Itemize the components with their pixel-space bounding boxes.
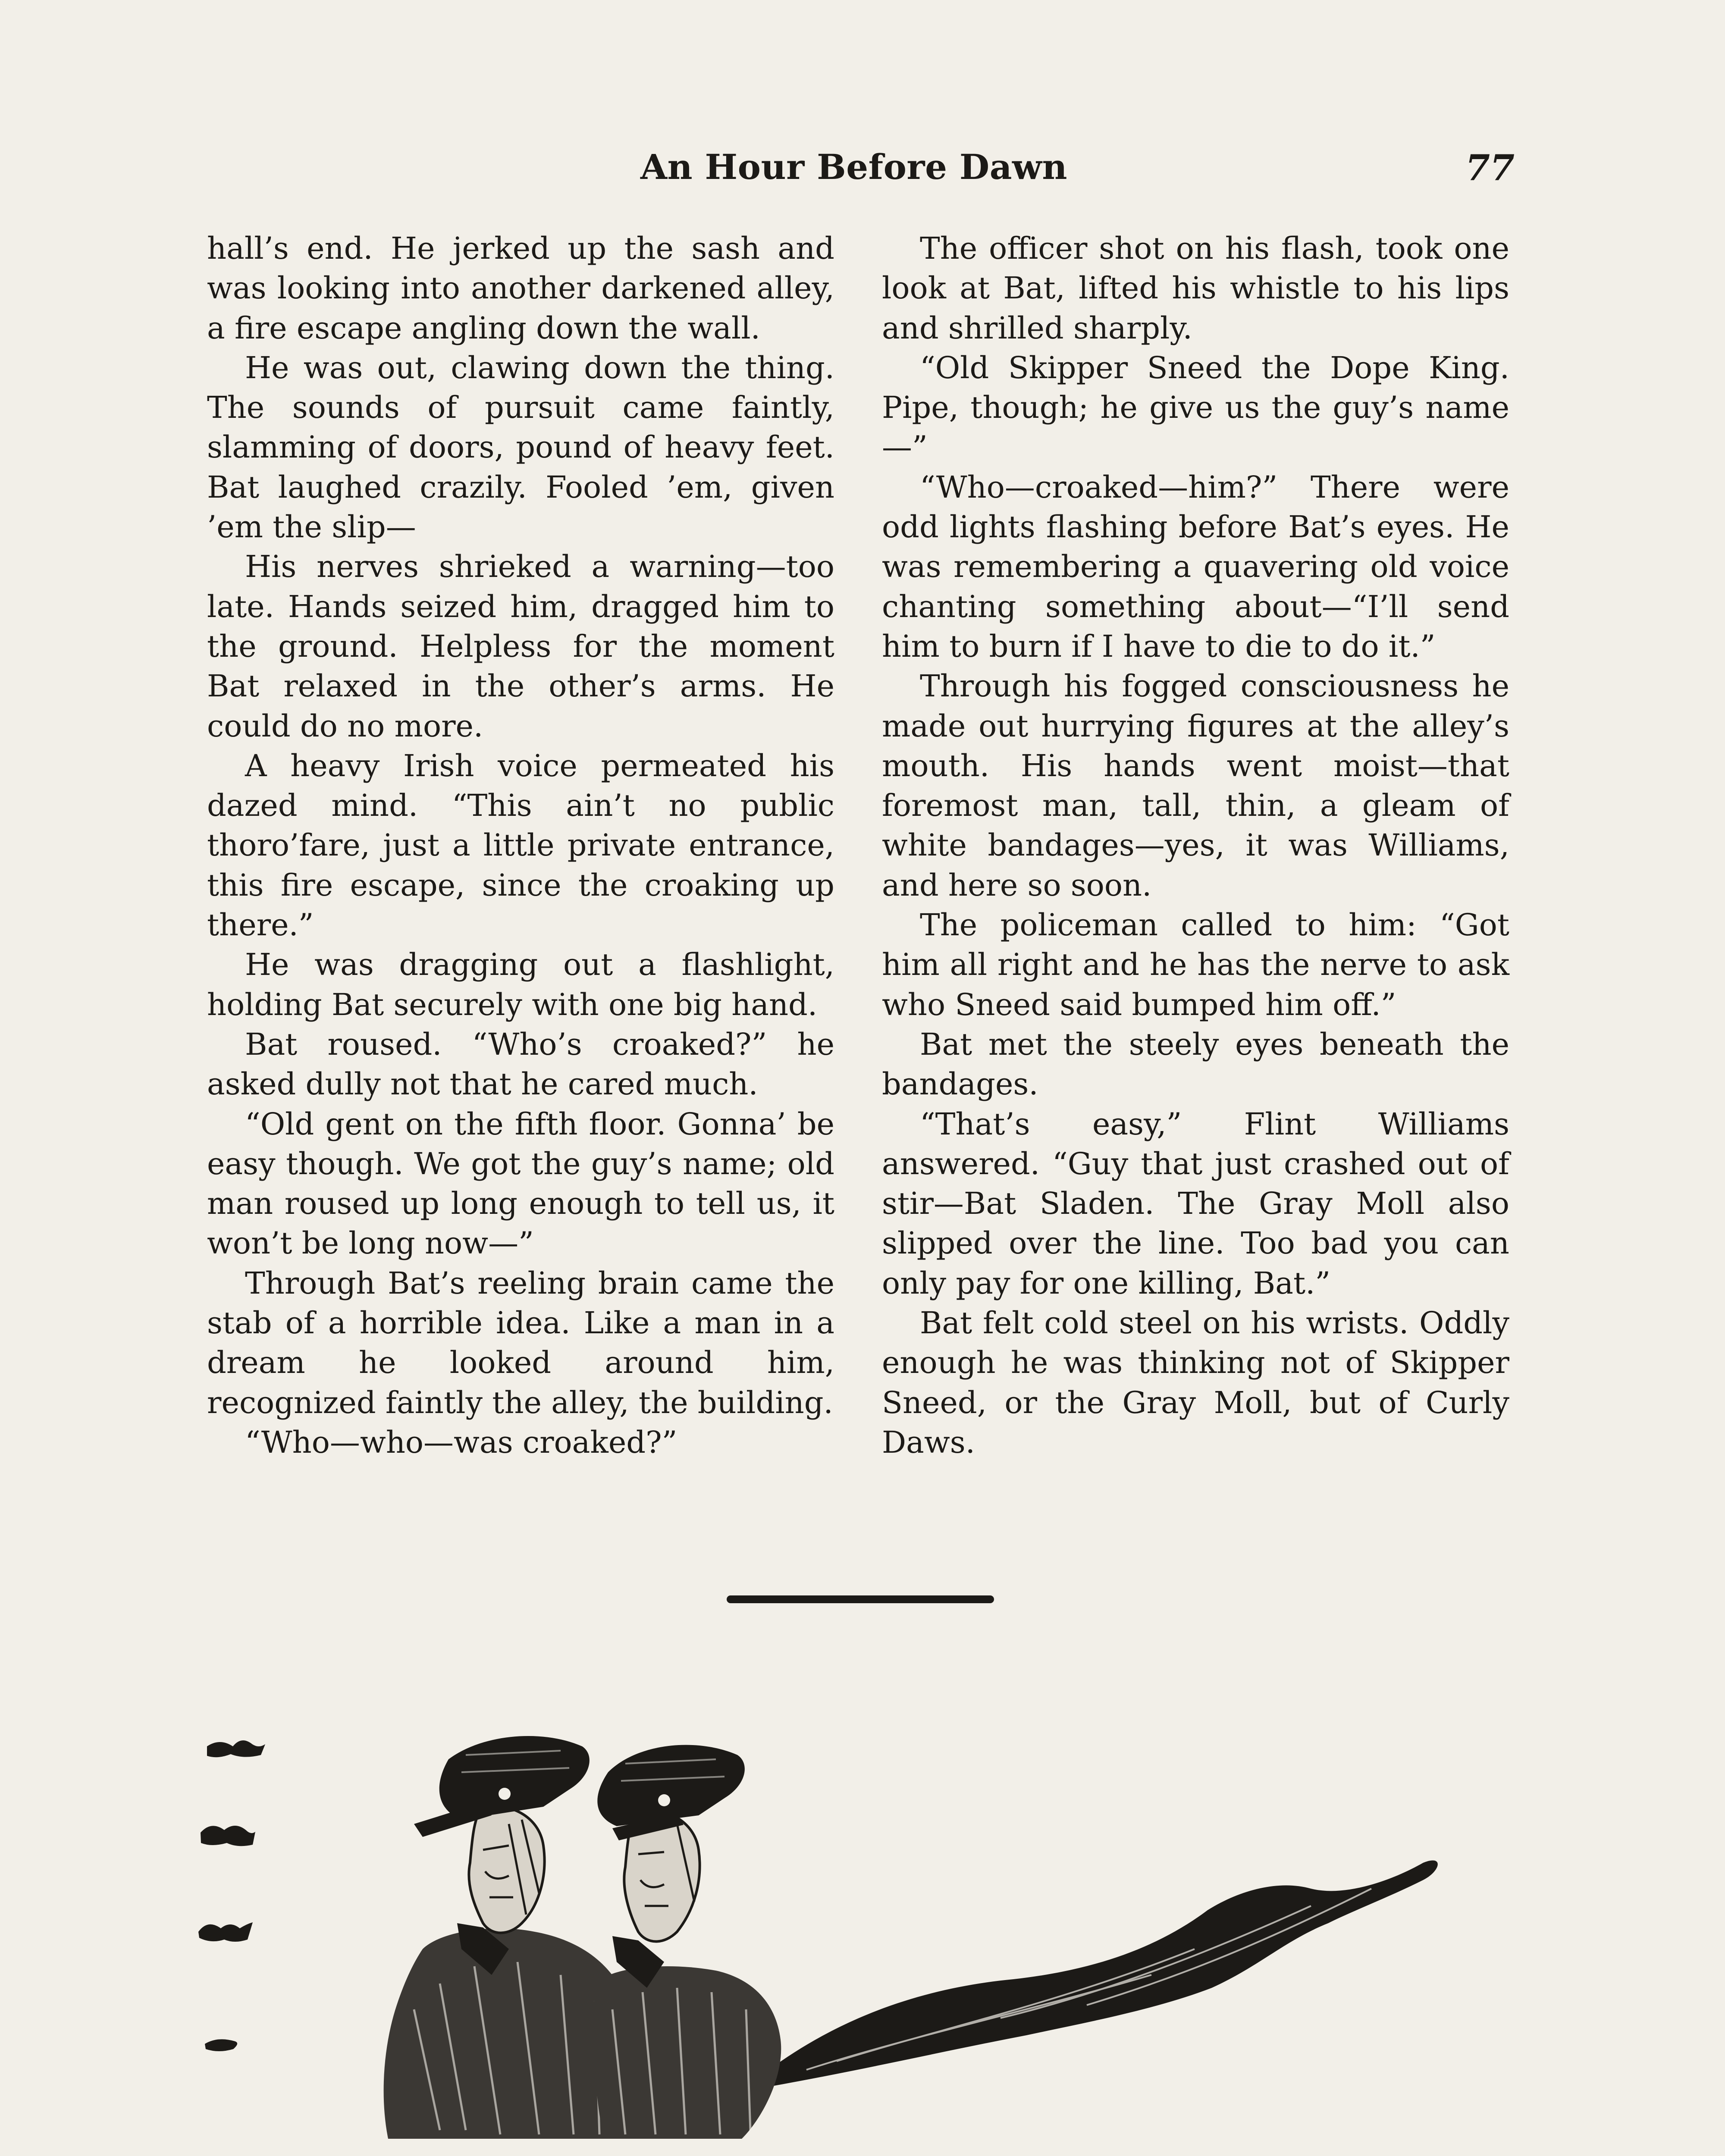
paragraph: hall’s end. He jerked up the sash and was looking into another darkened alley, a fire escape angling down the wall. <box>207 231 834 346</box>
paragraph: His nerves shrieked a warning—too late. Hands seized him, dragged him to the ground. Helpless for the moment Bat relaxed in the other’s arms. He could do no more. <box>207 549 834 744</box>
paragraph: Bat met the steely eyes beneath the bandages. <box>882 1026 1509 1102</box>
paragraph: “Who—who—was croaked?” <box>245 1424 677 1460</box>
page-number: 77 <box>1465 147 1515 189</box>
paragraph: He was out, clawing down the thing. The sounds of pursuit came faintly, slamming of doors, pound of heavy feet. Bat laughed crazily. Fooled ’em, given ’em the slip— <box>207 350 834 545</box>
running-title: An Hour Before Dawn <box>640 147 1068 187</box>
paragraph: “Old gent on the fifth floor. Gonna’ be easy though. We got the guy’s name; old man roused up long enough to tell us, it won’t be long now—” <box>207 1106 834 1261</box>
paragraph: “Who—croaked—him?” There were odd lights flashing before Bat’s eyes. He was remembering a quavering old voice chanting something about—“I’ll send him to burn if I have to die to do it.” <box>882 469 1509 664</box>
paragraph: Through his fogged consciousness he made out hurrying figures at the alley’s mouth. His hands went moist—that foremost man, tall, thin, a gleam of white bandages—yes, it was Williams, and here so soon. <box>882 668 1509 903</box>
paragraph: The officer shot on his flash, took one look at Bat, lifted his whistle to his lips and shrilled sharply. <box>882 231 1509 346</box>
right-column <box>882 229 1509 1462</box>
policeman-right-figure <box>593 1745 781 2139</box>
paragraph: “That’s easy,” Flint Williams answered. “Guy that just crashed out of stir—Bat Sladen. The Gray Moll also slipped over the line. Too bad you can only pay for one killing, Bat.” <box>882 1106 1509 1301</box>
artist-signature <box>198 1740 265 2051</box>
paragraph: The policeman called to him: “Got him all right and he has the nerve to ask who Sneed said bumped him off.” <box>882 907 1509 1022</box>
left-column <box>207 229 834 1462</box>
paragraph: A heavy Irish voice permeated his dazed mind. “This ain’t no public thoro’fare, just a little private entrance, this fire escape, since the croaking up there.” <box>207 748 834 943</box>
paragraph: Through Bat’s reeling brain came the stab of a horrible idea. Like a man in a dream he looked around him, recognized faintly the alley, the building. <box>207 1265 834 1420</box>
paragraph: Bat felt cold steel on his wrists. Oddly enough he was thinking not of Skipper Sneed, or the Gray Moll, but of Curly Daws. <box>882 1305 1509 1460</box>
paragraph: “Old Skipper Sneed the Dope King. Pipe, though; he give us the guy’s name—” <box>882 350 1509 465</box>
policemen-illustration <box>181 1708 1561 2147</box>
section-divider <box>727 1595 994 1603</box>
paragraph: Bat roused. “Who’s croaked?” he asked dully not that he cared much. <box>207 1026 834 1102</box>
paragraph: He was dragging out a flashlight, holding Bat securely with one big hand. <box>207 947 834 1022</box>
